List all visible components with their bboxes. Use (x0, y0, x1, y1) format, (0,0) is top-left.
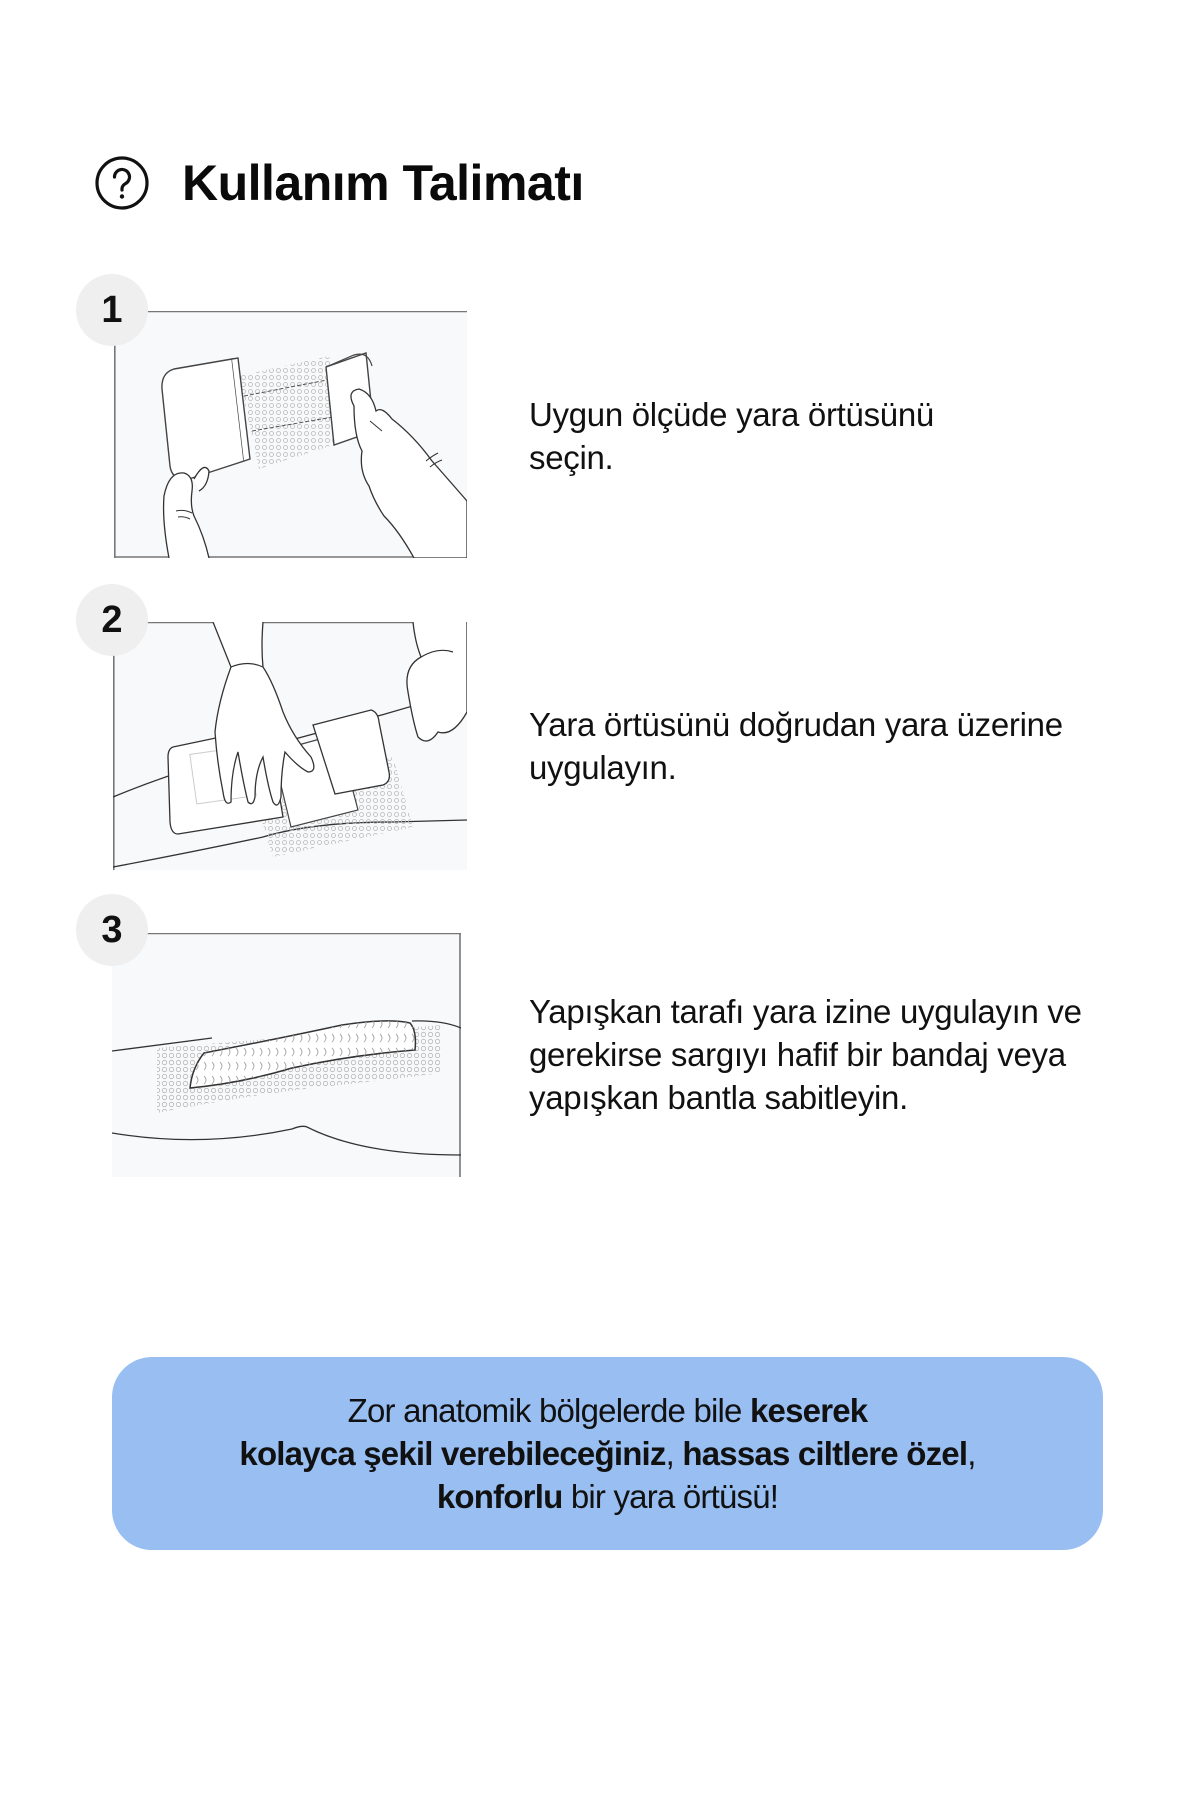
step-1-text: Uygun ölçüde yara örtüsünü seçin. (529, 396, 934, 476)
callout-segment-bold: konforlu (436, 1478, 563, 1515)
step-1-illustration (114, 311, 467, 558)
step-3-text: Yapışkan tarafı yara izine uygulayın ve gerekirse sargıyı hafif bir bandaj veya yapışkan bantla sabitleyin. (529, 993, 1082, 1116)
feature-callout (112, 1357, 1103, 1550)
step-3-illustration (112, 933, 461, 1177)
callout-segment-bold: keserek (749, 1392, 868, 1429)
callout-segment: bir yara örtüsü! (562, 1478, 779, 1515)
callout-segment-bold: kolayca şekil verebileceğiniz (239, 1435, 666, 1472)
callout-segment: , (665, 1435, 683, 1472)
step-3-number-badge: 3 (76, 894, 148, 966)
step-2-illustration (113, 622, 467, 870)
callout-text (239, 1389, 975, 1518)
step-1-number-badge: 1 (76, 274, 148, 346)
step-2-text: Yara örtüsünü doğrudan yara üzerine uygulayın. (529, 706, 1063, 786)
callout-segment: , (967, 1435, 976, 1472)
question-circle-icon (94, 155, 150, 211)
page-header (94, 150, 584, 216)
callout-segment-bold: hassas ciltlere özel (682, 1435, 968, 1472)
step-2-number-badge: 2 (76, 584, 148, 656)
page-title: Kullanım Talimatı (182, 155, 584, 211)
callout-segment: Zor anatomik bölgelerde bile (347, 1392, 750, 1429)
